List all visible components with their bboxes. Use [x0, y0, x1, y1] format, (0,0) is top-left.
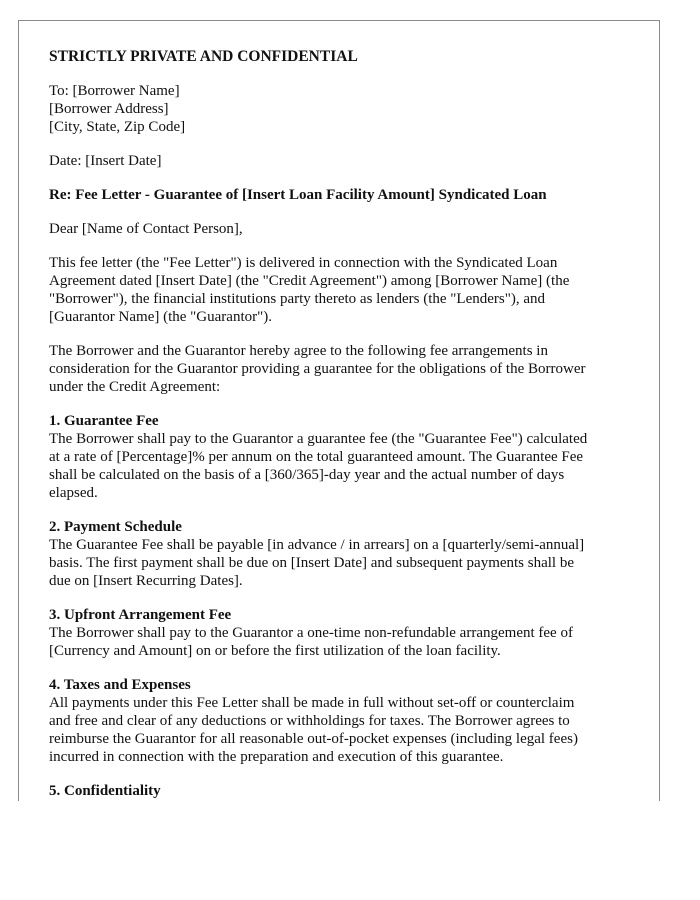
section-line: [Currency and Amount] on or before the first utilization of the loan facility.	[49, 643, 501, 659]
agreement-paragraph	[49, 342, 629, 396]
section-title: 1. Guarantee Fee	[49, 413, 159, 429]
section-line: shall be calculated on the basis of a [360/365]-day year and the actual number of days	[49, 467, 565, 483]
letter-date: Date: [Insert Date]	[49, 153, 162, 169]
section-line: The Guarantee Fee shall be payable [in advance / in arrears] on a [quarterly/semi-annual]	[49, 537, 585, 553]
section-title: 3. Upfront Arrangement Fee	[49, 607, 232, 623]
section-title: 4. Taxes and Expenses	[49, 677, 191, 693]
address-street: [Borrower Address]	[49, 101, 169, 117]
section-line: reimburse the Guarantor for all reasonable out-of-pocket expenses (including legal fees)	[49, 731, 578, 747]
section-line: incurred in connection with the preparation and execution of this guarantee.	[49, 749, 504, 765]
section-line: elapsed.	[49, 485, 98, 501]
section-title: 2. Payment Schedule	[49, 519, 182, 535]
document-body	[49, 48, 629, 800]
agreement-line: under the Credit Agreement:	[49, 379, 221, 395]
section-line: at a rate of [Percentage]% per annum on the total guaranteed amount. The Guarantee Fee	[49, 449, 584, 465]
document-page	[18, 20, 660, 801]
section-line: The Borrower shall pay to the Guarantor a one-time non-refundable arrangement fee of	[49, 625, 573, 641]
intro-line: "Borrower"), the financial institutions party thereto as lenders (the "Lenders"), and	[49, 291, 546, 307]
section-line: due on [Insert Recurring Dates].	[49, 573, 243, 589]
section-line: and free and clear of any deductions or withholdings for taxes. The Borrower agrees to	[49, 713, 570, 729]
intro-paragraph	[49, 254, 629, 326]
section-line: The Borrower shall pay to the Guarantor a guarantee fee (the "Guarantee Fee") calculated	[49, 431, 588, 447]
address-block	[49, 82, 629, 136]
section-line: All payments under this Fee Letter shall be made in full without set-off or counterclaim	[49, 695, 575, 711]
section-upfront-fee	[49, 606, 629, 660]
intro-line: [Guarantor Name] (the "Guarantor").	[49, 309, 272, 325]
subject-line: Re: Fee Letter - Guarantee of [Insert Loan Facility Amount] Syndicated Loan	[49, 187, 547, 203]
address-to: To: [Borrower Name]	[49, 83, 180, 99]
salutation: Dear [Name of Contact Person],	[49, 221, 243, 237]
agreement-line: The Borrower and the Guarantor hereby agree to the following fee arrangements in	[49, 343, 548, 359]
confidential-heading: STRICTLY PRIVATE AND CONFIDENTIAL	[49, 48, 358, 65]
section-taxes-expenses	[49, 676, 629, 766]
section-guarantee-fee	[49, 412, 629, 502]
intro-line: Agreement dated [Insert Date] (the "Credit Agreement") among [Borrower Name] (the	[49, 273, 570, 289]
agreement-line: consideration for the Guarantor providing a guarantee for the obligations of the Borrower	[49, 361, 586, 377]
intro-line: This fee letter (the "Fee Letter") is delivered in connection with the Syndicated Loan	[49, 255, 558, 271]
section-confidentiality	[49, 782, 629, 800]
address-city: [City, State, Zip Code]	[49, 119, 186, 135]
section-title: 5. Confidentiality	[49, 783, 161, 799]
section-payment-schedule	[49, 518, 629, 590]
section-line: basis. The first payment shall be due on [Insert Date] and subsequent payments shall be	[49, 555, 575, 571]
